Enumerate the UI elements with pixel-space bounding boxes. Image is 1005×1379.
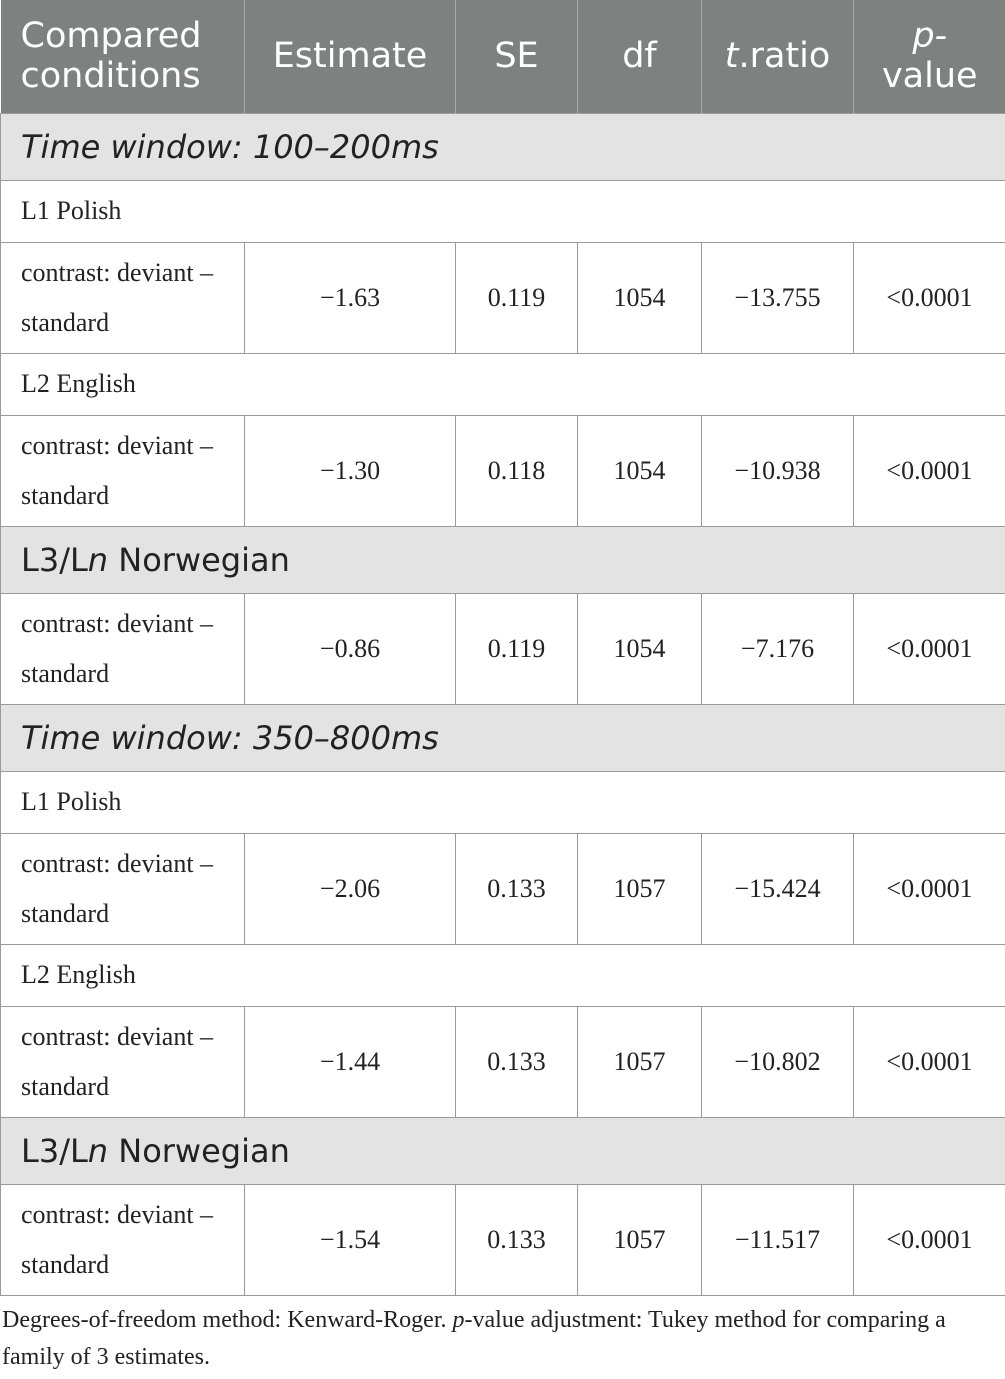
df-cell: 1054 [578, 242, 702, 353]
estimate-cell: −0.86 [245, 593, 456, 704]
estimate-cell: −1.54 [245, 1184, 456, 1295]
header-df: df [578, 0, 702, 113]
group-row [1, 944, 1005, 1006]
contrast-label: contrast: deviant – standard [1, 593, 245, 704]
table-row [1, 242, 1005, 353]
group-row [1, 353, 1005, 415]
group-label: L1 Polish [1, 180, 1005, 242]
section-row [1, 526, 1005, 593]
group-row [1, 180, 1005, 242]
group-row [1, 771, 1005, 833]
header-se: SE [456, 0, 578, 113]
section-row [1, 1117, 1005, 1184]
estimate-cell: −1.30 [245, 415, 456, 526]
header-row [1, 0, 1005, 113]
contrast-label: contrast: deviant – standard [1, 1006, 245, 1117]
se-cell: 0.119 [456, 593, 578, 704]
p-value-cell: <0.0001 [854, 1184, 1005, 1295]
t-ratio-cell: −13.755 [702, 242, 854, 353]
p-value-cell: <0.0001 [854, 833, 1005, 944]
df-cell: 1054 [578, 415, 702, 526]
group-label: L2 English [1, 944, 1005, 1006]
estimate-cell: −1.63 [245, 242, 456, 353]
p-value-cell: <0.0001 [854, 242, 1005, 353]
p-value-cell: <0.0001 [854, 415, 1005, 526]
estimate-cell: −1.44 [245, 1006, 456, 1117]
se-cell: 0.119 [456, 242, 578, 353]
t-ratio-cell: −15.424 [702, 833, 854, 944]
se-cell: 0.118 [456, 415, 578, 526]
group-label-norwegian: L3/Ln Norwegian [1, 526, 1005, 593]
contrast-label: contrast: deviant – standard [1, 1184, 245, 1295]
df-cell: 1057 [578, 1006, 702, 1117]
header-compared-conditions: Compared conditions [1, 0, 245, 113]
contrast-label: contrast: deviant – standard [1, 415, 245, 526]
p-value-cell: <0.0001 [854, 1006, 1005, 1117]
t-ratio-cell: −10.938 [702, 415, 854, 526]
t-ratio-cell: −10.802 [702, 1006, 854, 1117]
table-row [1, 833, 1005, 944]
group-label: L2 English [1, 353, 1005, 415]
df-cell: 1057 [578, 1184, 702, 1295]
se-cell: 0.133 [456, 1184, 578, 1295]
section-row [1, 113, 1005, 180]
header-t-ratio: t.ratio [702, 0, 854, 113]
group-label: L1 Polish [1, 771, 1005, 833]
t-ratio-cell: −7.176 [702, 593, 854, 704]
header-p-value: p- value [854, 0, 1005, 113]
contrast-label: contrast: deviant – standard [1, 833, 245, 944]
t-ratio-cell: −11.517 [702, 1184, 854, 1295]
table-row [1, 593, 1005, 704]
section-title: Time window: 350–800ms [1, 704, 1005, 771]
group-label-norwegian: L3/Ln Norwegian [1, 1117, 1005, 1184]
estimate-cell: −2.06 [245, 833, 456, 944]
table-row [1, 1006, 1005, 1117]
section-title: Time window: 100–200ms [1, 113, 1005, 180]
section-row [1, 704, 1005, 771]
se-cell: 0.133 [456, 1006, 578, 1117]
table-footnote: Degrees-of-freedom method: Kenward-Roger. p-value adjustment: Tukey method for comparing a family of 3 estimates. [2, 1307, 946, 1370]
header-estimate: Estimate [245, 0, 456, 113]
table-row [1, 1184, 1005, 1295]
p-value-cell: <0.0001 [854, 593, 1005, 704]
df-cell: 1054 [578, 593, 702, 704]
se-cell: 0.133 [456, 833, 578, 944]
table-row [1, 415, 1005, 526]
contrast-label: contrast: deviant – standard [1, 242, 245, 353]
df-cell: 1057 [578, 833, 702, 944]
